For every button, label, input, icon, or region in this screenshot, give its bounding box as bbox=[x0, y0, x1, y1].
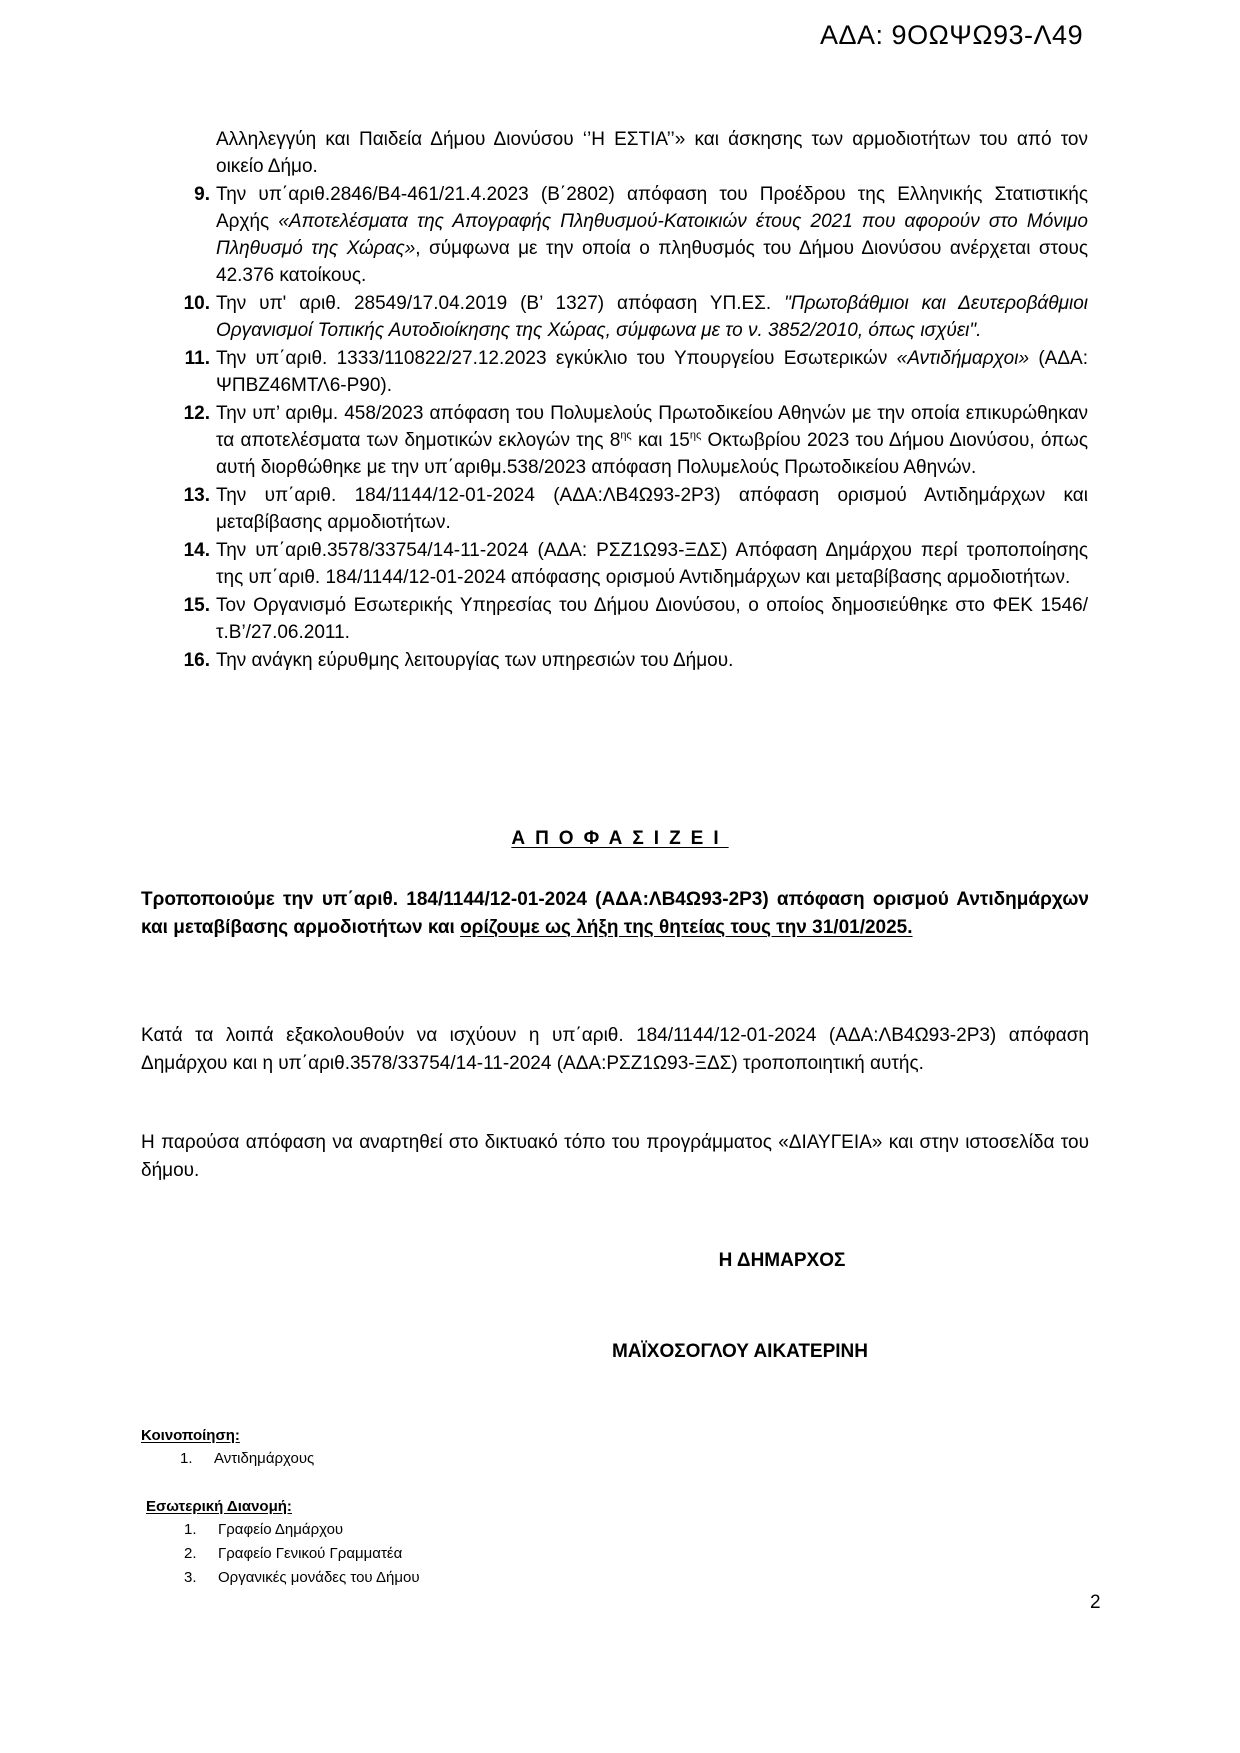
item-text: Τον Οργανισμό Εσωτερικής Υπηρεσίας του Δήμου Διονύσου, ο οποίος δημοσιεύθηκε στο ΦΕΚ 1546/τ.Β’/27.06.2011. bbox=[216, 595, 1088, 643]
list-item-15 bbox=[168, 592, 1088, 646]
internal-distribution-heading: Εσωτερική Διανομή: bbox=[146, 1498, 292, 1515]
item-text: Αλληλεγγύη και Παιδεία Δήμου Διονύσου ‘’Η ΕΣΤΙΑ’’» και άσκησης των αρμοδιοτήτων του από τον οικείο Δήμο. bbox=[216, 129, 1088, 177]
item-italic-text: "Πρωτοβάθμιοι και Δευτεροβάθμιοι Οργανισμοί Τοπικής Αυτοδιοίκησης της Χώρας, σύμφωνα με το ν. 3852/2010, όπως ισχύει". bbox=[216, 293, 1088, 341]
item-number: 16. bbox=[183, 650, 210, 671]
publication-paragraph: Η παρούσα απόφαση να αναρτηθεί στο δικτυακό τόπο του προγράμματος «ΔΙΑΥΓΕΙΑ» και στην ιστοσελίδα του δήμου. bbox=[141, 1132, 1089, 1181]
list-item-14 bbox=[168, 537, 1088, 591]
signature-title: Η ΔΗΜΑΡΧΟΣ bbox=[718, 1250, 846, 1271]
considerations-list bbox=[168, 126, 1088, 675]
list-item-16 bbox=[168, 647, 1088, 674]
list-number: 2. bbox=[184, 1545, 197, 1562]
superscript: ης bbox=[689, 429, 702, 442]
item-text: και 15 bbox=[631, 430, 690, 451]
item-italic-text: «Αποτελέσματα της Απογραφής Πληθυσμού-Κατοικιών έτους 2021 που αφορούν στο Μόνιμο Πληθυσμό της Χώρας» bbox=[216, 211, 1088, 259]
item-italic-text: «Αντιδήμαρχοι» bbox=[896, 348, 1030, 369]
signature-name: ΜΑΪΧΟΣΟΓΛΟΥ ΑΙΚΑΤΕΡΙΝΗ bbox=[611, 1341, 868, 1362]
item-text: Την υπ΄αριθ.2846/Β4-461/21.4.2023 (Β΄2802) απόφαση του Προέδρου της Ελληνικής Στατιστικής Αρχής bbox=[216, 184, 1088, 232]
list-item bbox=[184, 1518, 420, 1542]
list-number: 3. bbox=[184, 1569, 197, 1586]
list-item bbox=[184, 1542, 420, 1566]
decision-underlined-text: ορίζουμε ως λήξη της θητείας τους την 31/01/2025. bbox=[460, 917, 913, 938]
item-number: 10. bbox=[183, 293, 210, 314]
notification-list bbox=[180, 1447, 314, 1471]
item-text: Οκτωβρίου 2023 του Δήμου Διονύσου, όπως αυτή διορθώθηκε με την υπ΄αριθμ.538/2023 απόφαση Πολυμελούς Πρωτοδικείου Αθηνών. bbox=[216, 430, 1088, 478]
item-number: 11. bbox=[184, 348, 210, 369]
item-text: Την ανάγκη εύρυθμης λειτουργίας των υπηρεσιών του Δήμου. bbox=[216, 650, 734, 671]
remaining-validity-paragraph: Κατά τα λοιπά εξακολουθούν να ισχύουν η υπ΄αριθ. 184/1144/12-01-2024 (ΑΔΑ:ΛΒ4Ω93-2Ρ3) απόφαση Δημάρχου και η υπ΄αριθ.3578/33754/14-11-2024 (ΑΔΑ:ΡΣΖ1Ω93-ΞΔΣ) τροποποιητική αυτής. bbox=[141, 1025, 1089, 1074]
item-text: Την υπ’ αριθμ. 458/2023 απόφαση του Πολυμελούς Πρωτοδικείου Αθηνών με την οποία επικυρώθηκαν τα αποτελέσματα των δημοτικών εκλογών της 8 bbox=[216, 403, 1088, 451]
decision-heading-text: ΑΠΟΦΑΣΙΖΕΙ bbox=[511, 828, 729, 849]
list-text: Αντιδημάρχους bbox=[214, 1450, 315, 1467]
item-text: Την υπ΄αριθ. 184/1144/12-01-2024 (ΑΔΑ:ΛΒ4Ω93-2Ρ3) απόφαση ορισμού Αντιδημάρχων και μεταβίβασης αρμοδιοτήτων. bbox=[216, 485, 1088, 533]
list-text: Γραφείο Γενικού Γραμματέα bbox=[218, 1545, 403, 1562]
decision-paragraph bbox=[141, 886, 1089, 942]
item-number: 13. bbox=[183, 485, 210, 506]
list-item-10 bbox=[168, 290, 1088, 344]
decision-heading bbox=[0, 828, 1240, 850]
superscript: ης bbox=[620, 429, 632, 442]
item-text: Την υπ΄αριθ. 1333/110822/27.12.2023 εγκύκλιο του Υπουργείου Εσωτερικών bbox=[216, 348, 897, 369]
item-number: 9. bbox=[194, 184, 210, 205]
list-item-continuation bbox=[168, 126, 1088, 180]
decision-text: Τροποποιούμε την υπ΄αριθ. 184/1144/12-01-2024 (ΑΔΑ:ΛΒ4Ω93-2Ρ3) απόφαση ορισμού Αντιδημάρχων και μεταβίβασης αρμοδιοτήτων και bbox=[141, 889, 1089, 938]
list-item bbox=[184, 1566, 420, 1590]
list-number: 1. bbox=[180, 1450, 193, 1467]
list-item-9 bbox=[168, 181, 1088, 289]
list-number: 1. bbox=[184, 1521, 197, 1538]
list-item-11 bbox=[168, 345, 1088, 399]
notification-heading: Κοινοποίηση: bbox=[141, 1427, 240, 1444]
list-text: Οργανικές μονάδες του Δήμου bbox=[218, 1569, 420, 1586]
ada-code: ΑΔΑ: 9ΟΩΨΩ93-Λ49 bbox=[820, 20, 1084, 50]
item-text: , σύμφωνα με την οποία ο πληθυσμός του Δήμου Διονύσου ανέρχεται στους 42.376 κατοίκους. bbox=[216, 238, 1088, 286]
internal-distribution-list bbox=[184, 1518, 420, 1590]
list-text: Γραφείο Δημάρχου bbox=[218, 1521, 344, 1538]
list-item bbox=[180, 1447, 314, 1471]
item-text: Την υπ' αριθ. 28549/17.04.2019 (Β’ 1327) απόφαση ΥΠ.ΕΣ. bbox=[216, 293, 785, 314]
item-number: 15. bbox=[183, 595, 210, 616]
page-number: 2 bbox=[1090, 1592, 1101, 1613]
item-text: Την υπ΄αριθ.3578/33754/14-11-2024 (ΑΔΑ: ΡΣΖ1Ω93-ΞΔΣ) Απόφαση Δημάρχου περί τροποποίησης της υπ΄αριθ. 184/1144/12-01-2024 απόφασης ορισμού Αντιδημάρχων και μεταβίβασης αρμοδιοτήτων. bbox=[216, 540, 1088, 588]
list-item-12 bbox=[168, 400, 1088, 481]
item-number: 14. bbox=[183, 540, 210, 561]
item-text: (ΑΔΑ: ΨΠΒΖ46ΜΤΛ6-Ρ90). bbox=[216, 348, 1088, 396]
list-item-13 bbox=[168, 482, 1088, 536]
item-number: 12. bbox=[183, 403, 210, 424]
